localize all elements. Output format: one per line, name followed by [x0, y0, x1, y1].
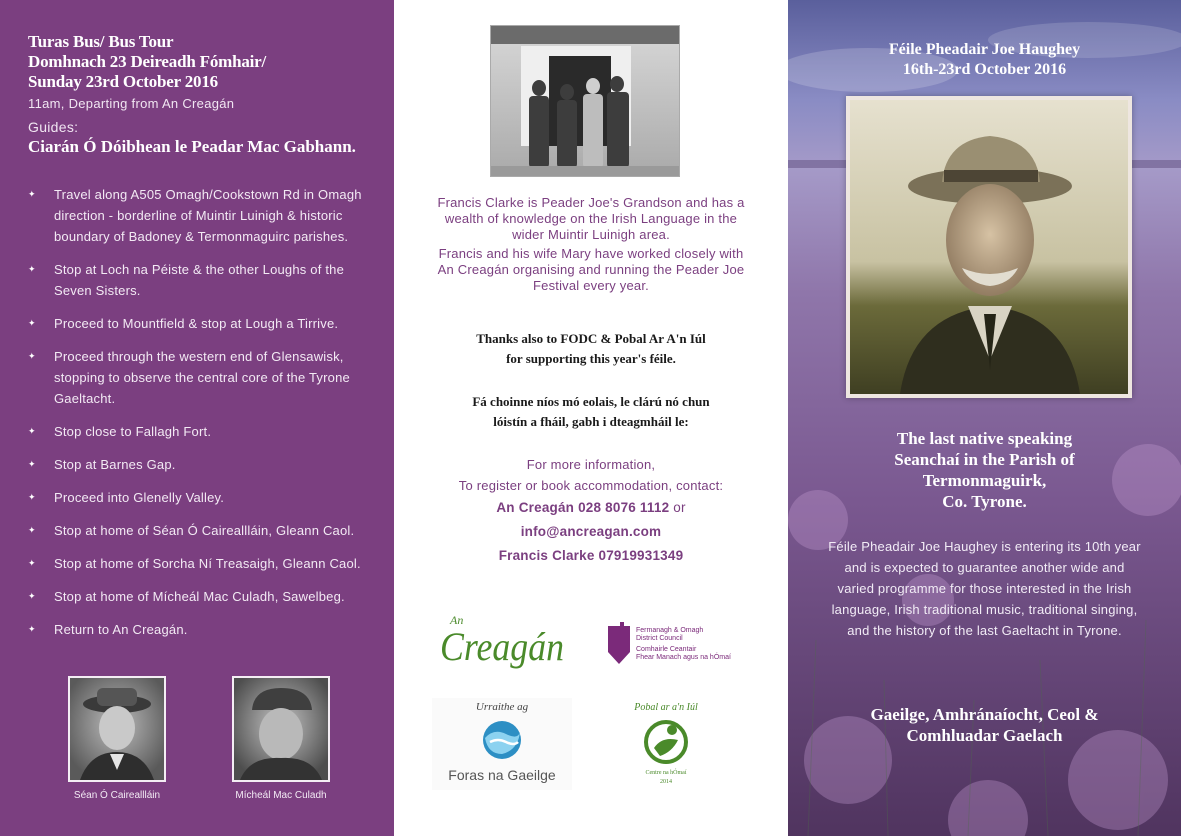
svg-text:2014: 2014	[660, 779, 672, 785]
svg-text:Fermanagh & Omagh: Fermanagh & Omagh	[636, 627, 704, 634]
portrait-sean	[68, 676, 166, 782]
svg-text:Foras na Gaeilge: Foras na Gaeilge	[448, 767, 556, 783]
svg-text:Comhairle Ceantair: Comhairle Ceantair	[636, 646, 697, 653]
festival-title: Féile Pheadair Joe Haughey 16th-23rd October 2016	[888, 41, 1081, 78]
star-bullet-icon: ✦	[28, 624, 36, 634]
council-logo	[606, 622, 756, 668]
irish-contact-note: Fá choinne níos mó eolais, le clárú nó chun lóistín a fháil, gabh i dteagmháil le:	[472, 394, 710, 429]
foras-na-gaeilge-logo	[432, 698, 572, 790]
svg-text:Creagán: Creagán	[440, 624, 564, 669]
portrait-caption: Séan Ó Caireallláin	[73, 790, 161, 801]
tour-stop: ✦ Stop close to Fallagh Fort.	[28, 421, 366, 442]
festival-footer-slogan: Gaeilge, Amhránaíocht, Ceol & Comhluadar Gaelach	[870, 705, 1099, 745]
departure-info: 11am, Departing from An Creagán	[28, 96, 235, 111]
svg-text:Urraithe ag: Urraithe ag	[475, 701, 529, 713]
tour-title	[28, 32, 366, 92]
star-bullet-icon: ✦	[28, 189, 36, 199]
tour-stop: ✦ Stop at Loch na Péiste & the other Loughs of the Seven Sisters.	[28, 259, 366, 301]
star-bullet-icon: ✦	[28, 264, 36, 274]
tour-title-line-3: Sunday 23rd October 2016	[28, 72, 218, 91]
pobal-logo	[632, 696, 700, 790]
tour-stop: ✦ Stop at home of Sorcha Ní Treasaigh, Gleann Caol.	[28, 553, 366, 574]
tour-title-line-1: Turas Bus/ Bus Tour	[28, 32, 174, 51]
tour-stop: ✦ Return to An Creagán.	[28, 619, 366, 640]
bus-tour-panel	[0, 0, 394, 836]
tour-stops-list	[28, 184, 366, 640]
portrait-micheal	[232, 676, 330, 782]
tour-stop: ✦ Proceed into Glenelly Valley.	[28, 487, 366, 508]
svg-text:An: An	[450, 613, 464, 627]
tour-stop: ✦ Travel along A505 Omagh/Cookstown Rd in Omagh direction - borderline of Muintir Luinigh & historic boundary of Badoney & Termonmaguirc parishes.	[28, 184, 366, 247]
festival-description: Féile Pheadair Joe Haughey is entering its 10th year and is expected to guarantee another wide and varied programme for those interested in the Irish language, Irish traditional music, traditional singing, and the history of the last Gaeltacht in Tyrone.	[828, 539, 1141, 638]
tour-title-line-2: Domhnach 23 Deireadh Fómhair/	[28, 52, 267, 71]
star-bullet-icon: ✦	[28, 351, 36, 361]
tour-stop: ✦ Stop at Barnes Gap.	[28, 454, 366, 475]
francis-bio: Francis Clarke is Peader Joe's Grandson and has a wealth of knowledge on the Irish Language in the wider Muintir Luinigh area. Francis and his wife Mary have worked closely with An Creagán organising and running the Peader Joe Festival every year.	[437, 195, 745, 293]
svg-text:District Council: District Council	[636, 635, 683, 642]
svg-text:Fhear Manach agus na hÓmaí: Fhear Manach agus na hÓmaí	[636, 654, 731, 661]
star-bullet-icon: ✦	[28, 459, 36, 469]
peadar-joe-portrait	[846, 96, 1132, 398]
star-bullet-icon: ✦	[28, 492, 36, 502]
tour-stop: ✦ Stop at home of Mícheál Mac Culadh, Sawelbeg.	[28, 586, 366, 607]
guides-names: Ciarán Ó Dóibhean le Peadar Mac Gabhann.	[28, 137, 356, 156]
star-bullet-icon: ✦	[28, 525, 36, 535]
festival-cover-panel	[788, 0, 1181, 836]
an-creagan-logo	[438, 608, 568, 674]
tagline: The last native speaking Seanchaí in the Parish of Termonmaguirk, Co. Tyrone.	[894, 429, 1075, 511]
guides-label: Guides:	[28, 119, 79, 135]
phone-line[interactable]: An Creagán 028 8076 1112 or	[496, 500, 686, 515]
svg-text:Pobal ar a'n Iúl: Pobal ar a'n Iúl	[634, 702, 698, 713]
tour-stop: ✦ Proceed to Mountfield & stop at Lough a Tirrive.	[28, 313, 366, 334]
star-bullet-icon: ✦	[28, 426, 36, 436]
francis-phone[interactable]: Francis Clarke 07919931349	[498, 548, 684, 563]
group-photo	[490, 25, 680, 177]
star-bullet-icon: ✦	[28, 591, 36, 601]
tour-stop: ✦ Stop at home of Séan Ó Caireallláin, Gleann Caol.	[28, 520, 366, 541]
info-panel	[394, 0, 788, 836]
star-bullet-icon: ✦	[28, 558, 36, 568]
portrait-caption: Mícheál Mac Culadh	[235, 790, 327, 801]
star-bullet-icon: ✦	[28, 318, 36, 328]
tour-stop: ✦ Proceed through the western end of Glensawisk, stopping to observe the central core of the Tyrone Gaeltacht.	[28, 346, 366, 409]
email-link[interactable]: info@ancreagan.com	[520, 524, 662, 539]
contact-block: For more information, To register or book accommodation, contact: An Creagán 028 8076 1112 or info@ancreagan.com Francis Clarke 07919931349	[424, 454, 758, 568]
thanks-note: Thanks also to FODC & Pobal Ar A'n Iúl for supporting this year's féile.	[476, 331, 706, 366]
svg-text:Centre na hÓmaí: Centre na hÓmaí	[645, 770, 687, 776]
